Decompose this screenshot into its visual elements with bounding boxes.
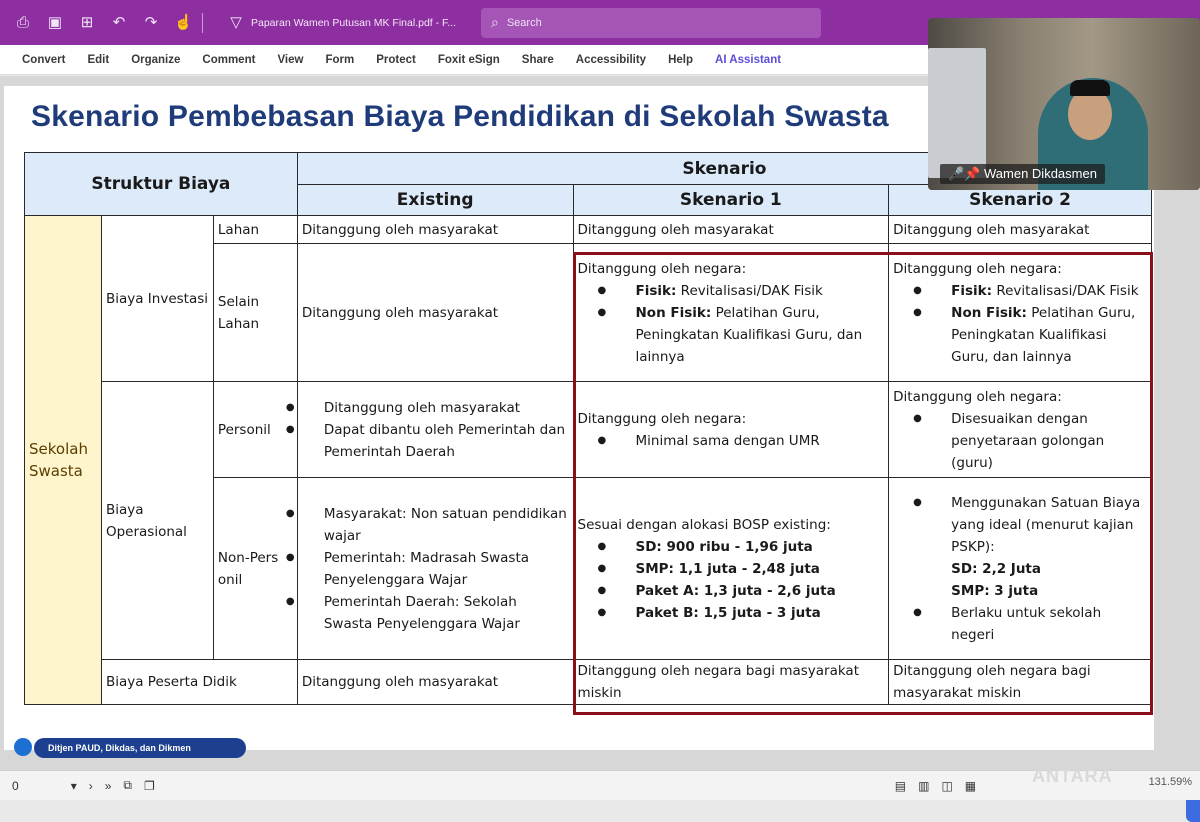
non-personil-existing <box>297 478 573 660</box>
header-skenario: Skenario <box>297 153 1151 185</box>
list-item: ● Fisik: Revitalisasi/DAK Fisik <box>893 280 1147 302</box>
search-input[interactable] <box>481 8 821 38</box>
list-item: ● Disesuaikan dengan penyetaraan golongan (guru) <box>893 408 1147 474</box>
row-label-lahan: Lahan <box>213 216 297 244</box>
menu-accessibility[interactable]: Accessibility <box>575 53 647 66</box>
slide-title: Skenario Pembebasan Biaya Pendidikan di Sekolah Swasta <box>31 100 889 133</box>
list-item: ● Minimal sama dengan UMR <box>578 430 885 452</box>
last-page-icon[interactable]: » <box>104 778 112 793</box>
list-item: ● Pemerintah Daerah: Sekolah Swasta Penyelenggara Wajar <box>266 591 569 635</box>
page-number[interactable]: 0 <box>12 778 19 793</box>
list-item: ● Dapat dibantu oleh Pemerintah dan Pemerintah Daerah <box>266 419 569 463</box>
menu-edit[interactable]: Edit <box>87 53 110 66</box>
menu-foxit-esign[interactable]: Foxit eSign <box>437 53 500 66</box>
bullet-list <box>266 503 569 635</box>
cell-intro: Ditanggung oleh negara: <box>893 260 1062 277</box>
non-personil-skenario-2 <box>889 478 1152 660</box>
lahan-existing: Ditanggung oleh masyarakat <box>297 216 573 244</box>
menu-convert[interactable]: Convert <box>22 53 66 66</box>
list-item: ● Berlaku untuk sekolah negeri <box>893 602 1147 646</box>
row-label-non-personil: Non-Pers onil <box>213 478 297 660</box>
list-item: ● Non Fisik: Pelatihan Guru, Peningkatan Kualifikasi Guru, dan lainnya <box>893 302 1147 368</box>
menu-ai-assistant[interactable]: AI Assistant <box>715 53 782 66</box>
menu-share[interactable]: Share <box>521 53 554 66</box>
bullet-list <box>266 397 569 463</box>
toolbar-divider <box>202 13 203 33</box>
video-call-overlay[interactable] <box>928 18 1200 190</box>
hand-tool-icon[interactable]: ☝ <box>174 13 193 31</box>
search-icon: ⌕ <box>491 14 499 30</box>
menu-form[interactable]: Form <box>325 53 355 66</box>
personil-skenario-2 <box>889 382 1152 478</box>
list-item: ● Pemerintah: Madrasah Swasta Penyelenggara Wajar <box>266 547 569 591</box>
status-bar <box>0 770 1200 800</box>
row-label-selain-lahan: Selain Lahan <box>213 244 297 382</box>
antara-watermark: ANTARA <box>1032 766 1113 786</box>
personil-existing <box>297 382 573 478</box>
selain-lahan-skenario-1 <box>573 244 889 382</box>
list-item: ● Ditanggung oleh masyarakat <box>266 397 569 419</box>
video-participant-cap <box>1070 80 1110 96</box>
next-page-icon[interactable]: › <box>88 778 93 793</box>
menu-comment[interactable]: Comment <box>202 53 256 66</box>
row-label-peserta-didik: Biaya Peserta Didik <box>101 660 297 705</box>
dropdown-chevron-icon[interactable]: ▽ <box>230 13 242 31</box>
new-file-icon[interactable]: ⊞ <box>80 13 94 31</box>
duplicate-page-icon[interactable]: ❐ <box>143 778 155 793</box>
non-personil-skenario-1 <box>573 478 889 660</box>
cost-scenario-table <box>24 152 1152 705</box>
biaya-investasi-label: Biaya Investasi <box>101 216 213 382</box>
menu-help[interactable]: Help <box>668 53 694 66</box>
list-item: ● SD: 900 ribu - 1,96 juta <box>578 536 885 558</box>
selain-lahan-existing: Ditanggung oleh masyarakat <box>297 244 573 382</box>
list-item: ● Paket B: 1,5 juta - 3 juta <box>578 602 885 624</box>
list-item: ● SMP: 1,1 juta - 2,48 juta <box>578 558 885 580</box>
lahan-skenario-1: Ditanggung oleh masyarakat <box>573 216 889 244</box>
list-item: ● Masyarakat: Non satuan pendidikan wajar <box>266 503 569 547</box>
footer-directorate: Ditjen PAUD, Dikdas, dan Dikmen <box>34 738 246 758</box>
participant-name: Wamen Dikdasmen <box>984 166 1097 181</box>
peserta-didik-existing: Ditanggung oleh masyarakat <box>297 660 573 705</box>
row-label-personil: Personil <box>213 382 297 478</box>
print-icon[interactable]: ⎙ <box>16 13 29 31</box>
bullet-list <box>578 536 885 624</box>
header-existing: Existing <box>297 185 573 216</box>
bullet-list <box>578 280 885 368</box>
single-page-view-icon[interactable]: ▤ <box>894 778 907 793</box>
header-struktur-biaya: Struktur Biaya <box>25 153 298 216</box>
biaya-operasional-label: Biaya Operasional <box>101 382 213 660</box>
sekolah-swasta-label: Sekolah Swasta <box>25 216 102 705</box>
redo-icon[interactable]: ↷ <box>144 13 158 31</box>
zoom-level[interactable]: 131.59% <box>1148 776 1192 788</box>
peserta-didik-skenario-1: Ditanggung oleh negara bagi masyarakat miskin <box>573 660 889 705</box>
cell-intro: Ditanggung oleh negara: <box>893 388 1062 405</box>
header-skenario-2: Skenario 2 <box>889 185 1152 216</box>
list-item: ● Fisik: Revitalisasi/DAK Fisik <box>578 280 885 302</box>
cell-intro: Ditanggung oleh negara: <box>577 260 747 277</box>
bullet-list <box>893 492 1147 646</box>
copy-page-icon[interactable]: ⧉ <box>123 778 132 792</box>
cell-intro: Sesuai dengan alokasi BOSP existing: <box>577 516 831 533</box>
bullet-list <box>893 408 1147 474</box>
selain-lahan-skenario-2 <box>889 244 1152 382</box>
participant-name-tag <box>940 164 1105 184</box>
list-item: ● Non Fisik: Pelatihan Guru, Peningkatan Kualifikasi Guru, dan lainnya <box>578 302 885 368</box>
peserta-didik-skenario-2: Ditanggung oleh negara bagi masyarakat miskin <box>889 660 1152 705</box>
cell-intro: Ditanggung oleh negara: <box>577 410 747 427</box>
list-item: ● Paket A: 1,3 juta - 2,6 juta <box>578 580 885 602</box>
kemendikdasmen-logo <box>14 738 32 756</box>
bullet-list <box>893 280 1147 368</box>
scroll-view-icon[interactable]: ▦ <box>964 778 977 793</box>
menu-view[interactable]: View <box>277 53 304 66</box>
header-skenario-1: Skenario 1 <box>573 185 889 216</box>
list-item: ● Menggunakan Satuan Biaya yang ideal (menurut kajian PSKP): SD: 2,2 Juta SMP: 3 juta <box>893 492 1147 602</box>
continuous-view-icon[interactable]: ▥ <box>918 778 930 793</box>
menu-protect[interactable]: Protect <box>376 53 416 66</box>
page-dropdown-icon[interactable]: ▾ <box>70 778 77 793</box>
save-icon[interactable]: ▣ <box>47 13 63 31</box>
video-monitor <box>928 48 986 178</box>
two-page-view-icon[interactable]: ◫ <box>941 778 953 793</box>
undo-icon[interactable]: ↶ <box>112 13 126 31</box>
bullet-list <box>578 430 885 452</box>
document-title: Paparan Wamen Putusan MK Final.pdf - F... <box>251 16 457 29</box>
search-placeholder: Search <box>506 16 542 29</box>
lahan-skenario-2: Ditanggung oleh masyarakat <box>889 216 1152 244</box>
personil-skenario-1 <box>573 382 889 478</box>
mic-pin-icon: 🎤📌 <box>948 166 984 181</box>
menu-organize[interactable]: Organize <box>131 53 181 66</box>
